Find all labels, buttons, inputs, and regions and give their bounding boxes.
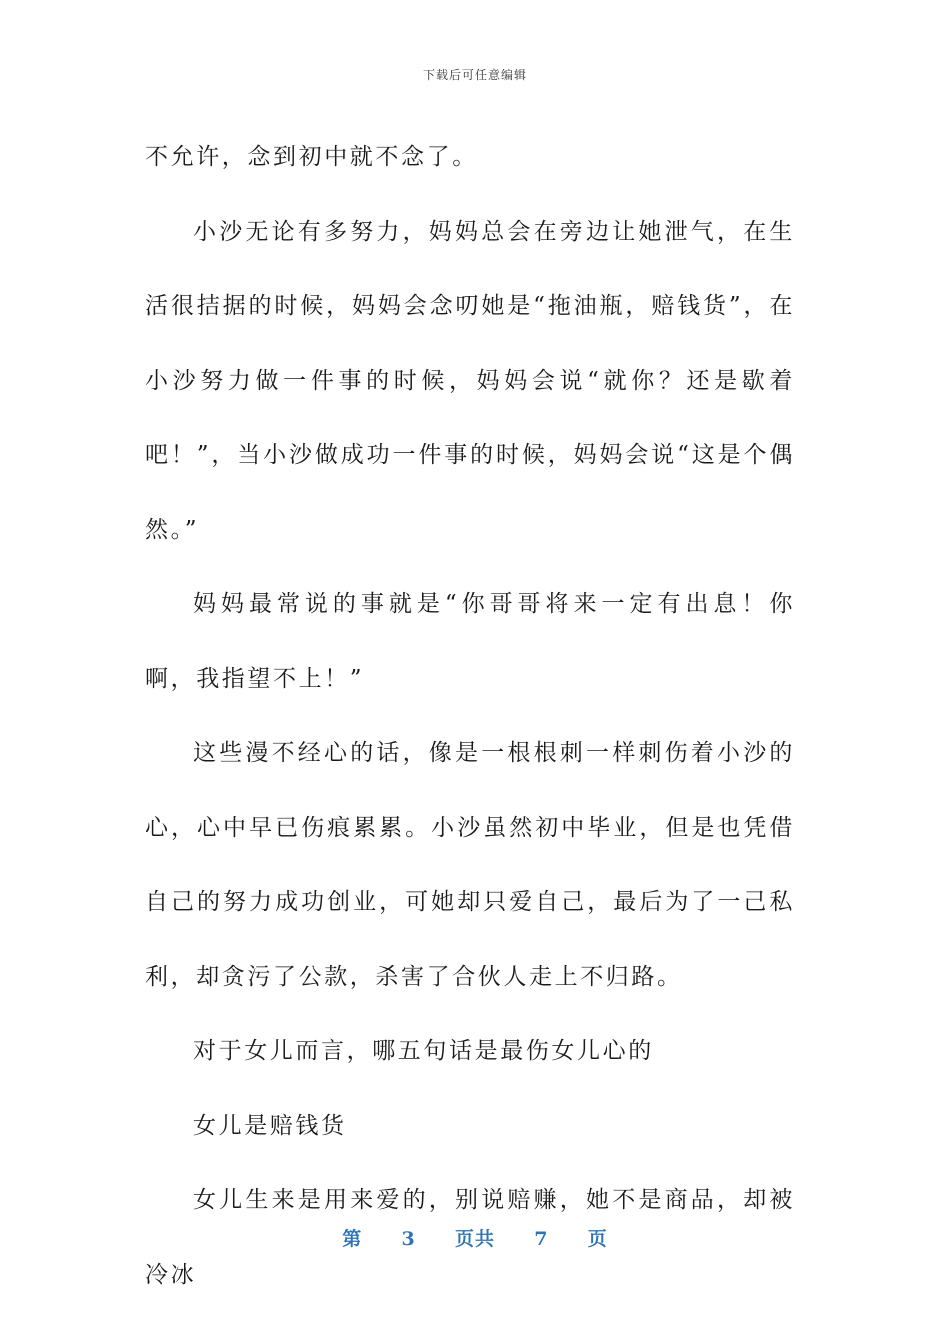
paragraph: 女儿是赔钱货 [193, 1112, 347, 1139]
paragraph: 不允许，念到初中就不念了。 [145, 144, 478, 170]
total-pages: 7 [534, 1228, 549, 1250]
page-footer [0, 1224, 950, 1251]
page-number: 3 [401, 1228, 416, 1250]
paragraph: 女儿生来是用来爱的，别说赔赚，她不是商品，却被冷冰 [145, 1187, 795, 1288]
page-header-watermark: 下载后可任意编辑 [422, 68, 527, 82]
document-body [145, 120, 795, 1312]
paragraph: 这些漫不经心的话，像是一根根刺一样刺伤着小沙的心，心中早已伤痕累累。小沙虽然初中毕业，但是也凭借自己的努力成功创业，可她却只爱自己，最后为了一己私利，却贪污了公款，杀害了合伙人走上不归路。 [145, 740, 795, 990]
page-unit: 页共 [454, 1228, 495, 1250]
page-label: 第 [342, 1228, 363, 1250]
total-unit: 页 [587, 1228, 608, 1250]
paragraph: 对于女儿而言，哪五句话是最伤女儿心的 [193, 1038, 654, 1064]
paragraph: 小沙无论有多努力，妈妈总会在旁边让她泄气，在生活很拮据的时候，妈妈会念叨她是“拖油瓶，赔钱货”，在小沙努力做一件事的时候，妈妈会说“就你？还是歇着吧！”，当小沙做成功一件事的时候，妈妈会说“这是个偶然。” [145, 218, 795, 543]
paragraph: 妈妈最常说的事就是“你哥哥将来一定有出息！你啊，我指望不上！” [145, 591, 795, 692]
